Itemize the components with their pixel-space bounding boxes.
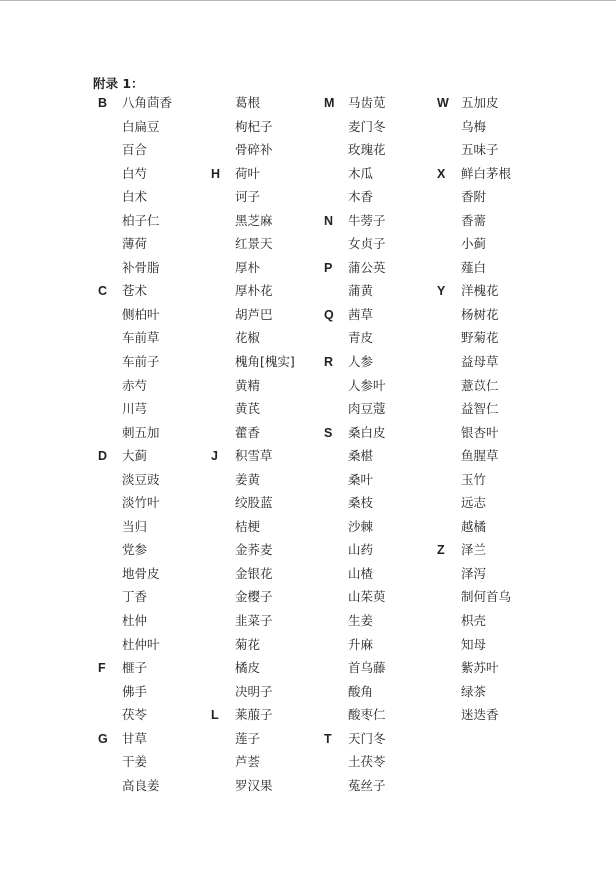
herb-name: 升麻: [348, 636, 374, 652]
herb-name: 金银花: [235, 565, 273, 581]
herb-entry: [324, 637, 437, 661]
herb-entry: [324, 472, 437, 496]
herb-entry: [211, 189, 324, 213]
herb-entry: [324, 495, 437, 519]
herb-entry: [98, 330, 211, 354]
herb-name: 柏子仁: [122, 212, 160, 228]
herb-entry: [437, 260, 550, 284]
index-letter: F: [98, 661, 106, 676]
herb-name: 蒲公英: [348, 259, 386, 275]
herb-name: 绿茶: [461, 683, 487, 699]
herb-entry: [211, 95, 324, 119]
herb-name: 枸杞子: [235, 118, 273, 134]
herb-entry: [324, 236, 437, 260]
index-letter: T: [324, 731, 332, 746]
herb-name: 诃子: [235, 189, 261, 205]
herb-entry: [324, 307, 437, 331]
herb-entry: [98, 307, 211, 331]
herb-name: 韭菜子: [235, 613, 273, 629]
herb-entry: [437, 589, 550, 613]
herb-entry: [98, 637, 211, 661]
herb-name: 沙棘: [348, 518, 374, 534]
herb-entry: [437, 330, 550, 354]
herb-name: 乌梅: [461, 118, 487, 134]
herb-name: 黄芪: [235, 401, 261, 417]
herb-name: 高良姜: [122, 777, 160, 793]
herb-entry: [98, 684, 211, 708]
herb-name: 首乌藤: [348, 660, 386, 676]
herb-entry: [437, 425, 550, 449]
herb-name: 杜仲叶: [122, 636, 160, 652]
herb-name: 红景天: [235, 236, 273, 252]
herb-entry: [211, 589, 324, 613]
index-letter: D: [98, 449, 108, 464]
herb-entry: [98, 613, 211, 637]
index-letter: R: [324, 355, 334, 370]
herb-name: 白扁豆: [122, 118, 160, 134]
index-letter: C: [98, 284, 108, 299]
herb-name: 车前子: [122, 354, 160, 370]
herb-name: 玫瑰花: [348, 142, 386, 158]
herb-entry: [324, 542, 437, 566]
herb-entry: [324, 778, 437, 802]
herb-name: 丁香: [122, 589, 148, 605]
herb-name: 淡竹叶: [122, 495, 160, 511]
herb-name: 五味子: [461, 142, 499, 158]
index-letter: B: [98, 96, 108, 110]
herb-name: 薤白: [461, 259, 487, 275]
herb-entry: [324, 260, 437, 284]
herb-name: 莲子: [235, 730, 261, 746]
herb-entry: [98, 542, 211, 566]
herb-entry: [324, 660, 437, 684]
herb-entry: [98, 283, 211, 307]
herb-entry: [98, 472, 211, 496]
herb-name: 制何首乌: [461, 589, 512, 605]
herb-name: 五加皮: [461, 95, 499, 110]
herb-name: 银杏叶: [461, 424, 499, 440]
herb-entry: [437, 684, 550, 708]
herb-name: 木瓜: [348, 165, 374, 181]
herb-name: 枳壳: [461, 613, 487, 629]
herb-name: 紫苏叶: [461, 660, 499, 676]
herb-name: 鲜白茅根: [461, 165, 512, 181]
herb-entry: [324, 166, 437, 190]
herb-name: 酸角: [348, 683, 374, 699]
herb-name: 鱼腥草: [461, 448, 499, 464]
herb-entry: [98, 495, 211, 519]
herb-entry: [324, 731, 437, 755]
herb-entry: [324, 378, 437, 402]
index-letter: S: [324, 425, 333, 440]
herb-entry: [324, 448, 437, 472]
herb-name: 罗汉果: [235, 777, 273, 793]
herb-name: 刺五加: [122, 424, 160, 440]
herb-name: 菟丝子: [348, 777, 386, 793]
herb-entry: [437, 542, 550, 566]
herb-name: 山茱萸: [348, 589, 386, 605]
herb-name: 榧子: [122, 660, 148, 676]
herb-name: 百合: [122, 142, 148, 158]
index-letter: X: [437, 166, 446, 181]
herb-entry: [437, 142, 550, 166]
herb-name: 玉竹: [461, 471, 487, 487]
herb-name: 淡豆豉: [122, 471, 160, 487]
herb-entry: [437, 472, 550, 496]
herb-name: 马齿苋: [348, 95, 386, 110]
herb-name: 青皮: [348, 330, 374, 346]
herb-name: 大蓟: [122, 448, 148, 464]
index-letter: H: [211, 166, 221, 181]
herb-entry: [324, 754, 437, 778]
herb-entry: [324, 213, 437, 237]
herb-name: 八角茴香: [122, 95, 173, 110]
herb-entry: [98, 354, 211, 378]
herb-name: 茜草: [348, 306, 374, 322]
herb-entry: [437, 401, 550, 425]
herb-entry: [211, 260, 324, 284]
herb-name: 决明子: [235, 683, 273, 699]
herb-entry: [98, 519, 211, 543]
herb-entry: [98, 589, 211, 613]
herb-name: 金樱子: [235, 589, 273, 605]
herb-entry: [98, 754, 211, 778]
herb-name: 麦门冬: [348, 118, 386, 134]
herb-entry: [437, 448, 550, 472]
herb-name: 蒲黄: [348, 283, 374, 299]
herb-entry: [98, 166, 211, 190]
herb-entry: [437, 354, 550, 378]
herb-column-1: [98, 95, 211, 801]
herb-name: 地骨皮: [122, 565, 160, 581]
index-letter: M: [324, 96, 335, 110]
herb-entry: [437, 119, 550, 143]
herb-name: 花椒: [235, 330, 261, 346]
herb-name: 桑白皮: [348, 424, 386, 440]
herb-entry: [324, 425, 437, 449]
herb-entry: [98, 213, 211, 237]
herb-name: 槐角[槐实]: [235, 354, 295, 370]
herb-entry: [98, 660, 211, 684]
herb-name: 香薷: [461, 212, 487, 228]
herb-entry: [211, 401, 324, 425]
herb-name: 补骨脂: [122, 259, 160, 275]
herb-entry: [211, 684, 324, 708]
herb-name: 泽兰: [461, 542, 487, 558]
herb-entry: [211, 519, 324, 543]
herb-entry: [98, 707, 211, 731]
herb-column-4: [437, 95, 550, 731]
herb-name: 野菊花: [461, 330, 499, 346]
appendix-title: 附录 1：: [93, 76, 144, 91]
herb-name: 洋槐花: [461, 283, 499, 299]
herb-name: 人参叶: [348, 377, 386, 393]
herb-entry: [211, 119, 324, 143]
index-letter: N: [324, 213, 334, 228]
herb-name: 厚朴花: [235, 283, 273, 299]
herb-name: 党参: [122, 542, 148, 558]
herb-column-3: [324, 95, 437, 801]
herb-name: 白术: [122, 189, 148, 205]
herb-name: 干姜: [122, 754, 148, 770]
herb-name: 土茯苓: [348, 754, 386, 770]
page-top-border: [0, 0, 616, 1]
herb-entry: [324, 119, 437, 143]
herb-entry: [437, 707, 550, 731]
herb-entry: [437, 189, 550, 213]
herb-name: 益母草: [461, 354, 499, 370]
herb-name: 桑椹: [348, 448, 374, 464]
herb-entry: [211, 307, 324, 331]
herb-name: 橘皮: [235, 660, 261, 676]
herb-name: 肉豆蔻: [348, 401, 386, 417]
herb-entry: [211, 354, 324, 378]
herb-name: 人参: [348, 354, 374, 370]
herb-entry: [211, 472, 324, 496]
herb-entry: [324, 519, 437, 543]
herb-entry: [437, 213, 550, 237]
herb-entry: [324, 566, 437, 590]
herb-entry: [211, 425, 324, 449]
herb-name: 胡芦巴: [235, 306, 273, 322]
herb-entry: [324, 613, 437, 637]
herb-entry: [98, 425, 211, 449]
herb-name: 牛蒡子: [348, 212, 386, 228]
herb-name: 赤芍: [122, 377, 148, 393]
herb-name: 薄荷: [122, 236, 148, 252]
herb-name: 桑叶: [348, 471, 374, 487]
herb-entry: [437, 236, 550, 260]
herb-entry: [211, 142, 324, 166]
herb-entry: [437, 660, 550, 684]
herb-entry: [437, 519, 550, 543]
herb-entry: [98, 378, 211, 402]
herb-name: 白芍: [122, 165, 148, 181]
herb-name: 酸枣仁: [348, 707, 386, 723]
herb-entry: [98, 119, 211, 143]
herb-name: 黄精: [235, 377, 261, 393]
herb-entry: [324, 401, 437, 425]
herb-name: 藿香: [235, 424, 261, 440]
herb-name: 茯苓: [122, 707, 148, 723]
herb-entry: [98, 566, 211, 590]
herb-name: 佛手: [122, 683, 148, 699]
herb-name: 姜黄: [235, 471, 261, 487]
herb-entry: [98, 778, 211, 802]
herb-name: 菊花: [235, 636, 261, 652]
herb-name: 金荞麦: [235, 542, 273, 558]
index-letter: Y: [437, 284, 446, 299]
herb-name: 小蓟: [461, 236, 487, 252]
herb-name: 骨碎补: [235, 142, 273, 158]
index-letter: G: [98, 731, 108, 746]
herb-entry: [98, 731, 211, 755]
herb-entry: [211, 637, 324, 661]
herb-name: 泽泻: [461, 565, 487, 581]
herb-entry: [437, 495, 550, 519]
herb-name: 芦荟: [235, 754, 261, 770]
herb-entry: [98, 260, 211, 284]
herb-entry: [324, 95, 437, 119]
index-letter: W: [437, 96, 449, 110]
herb-entry: [211, 660, 324, 684]
herb-entry: [324, 707, 437, 731]
herb-entry: [211, 495, 324, 519]
herb-name: 杜仲: [122, 613, 148, 629]
herb-entry: [211, 236, 324, 260]
herb-entry: [98, 236, 211, 260]
herb-entry: [437, 307, 550, 331]
herb-entry: [211, 448, 324, 472]
herb-name: 山楂: [348, 565, 374, 581]
herb-name: 厚朴: [235, 259, 261, 275]
index-letter: Z: [437, 543, 445, 558]
herb-entry: [98, 401, 211, 425]
herb-entry: [211, 330, 324, 354]
herb-entry: [98, 448, 211, 472]
herb-entry: [437, 95, 550, 119]
herb-entry: [324, 684, 437, 708]
herb-entry: [211, 613, 324, 637]
herb-entry: [437, 637, 550, 661]
herb-name: 远志: [461, 495, 487, 511]
herb-entry: [437, 566, 550, 590]
herb-name: 越橘: [461, 518, 487, 534]
index-letter: L: [211, 708, 219, 723]
herb-entry: [324, 189, 437, 213]
herb-name: 天门冬: [348, 730, 386, 746]
index-letter: P: [324, 260, 333, 275]
herb-entry: [324, 589, 437, 613]
herb-entry: [211, 283, 324, 307]
herb-name: 杨树花: [461, 306, 499, 322]
herb-name: 薏苡仁: [461, 377, 499, 393]
herb-entry: [324, 354, 437, 378]
herb-entry: [98, 95, 211, 119]
herb-name: 桑枝: [348, 495, 374, 511]
herb-name: 苍术: [122, 283, 148, 299]
herb-name: 香附: [461, 189, 487, 205]
herb-name: 益智仁: [461, 401, 499, 417]
index-letter: Q: [324, 307, 334, 322]
herb-name: 侧柏叶: [122, 306, 160, 322]
herb-entry: [211, 378, 324, 402]
herb-entry: [211, 731, 324, 755]
herb-name: 黑芝麻: [235, 212, 273, 228]
index-letter: J: [211, 449, 218, 464]
herb-entry: [98, 142, 211, 166]
herb-entry: [324, 142, 437, 166]
herb-entry: [324, 330, 437, 354]
herb-entry: [211, 213, 324, 237]
herb-name: 当归: [122, 518, 148, 534]
herb-entry: [324, 283, 437, 307]
herb-entry: [437, 283, 550, 307]
herb-name: 山药: [348, 542, 374, 558]
herb-entry: [437, 166, 550, 190]
herb-name: 迷迭香: [461, 707, 499, 723]
herb-name: 积雪草: [235, 448, 273, 464]
herb-name: 女贞子: [348, 236, 386, 252]
herb-name: 甘草: [122, 730, 148, 746]
herb-entry: [211, 778, 324, 802]
herb-name: 荷叶: [235, 165, 261, 181]
herb-name: 车前草: [122, 330, 160, 346]
herb-name: 川芎: [122, 401, 148, 417]
herb-entry: [211, 754, 324, 778]
herb-name: 莱菔子: [235, 707, 273, 723]
herb-entry: [211, 166, 324, 190]
herb-name: 葛根: [235, 95, 261, 110]
herb-entry: [211, 542, 324, 566]
herb-entry: [437, 378, 550, 402]
herb-name: 桔梗: [235, 518, 261, 534]
herb-entry: [211, 566, 324, 590]
herb-name: 绞股蓝: [235, 495, 273, 511]
herb-entry: [98, 189, 211, 213]
herb-entry: [437, 613, 550, 637]
herb-name: 生姜: [348, 613, 374, 629]
herb-entry: [211, 707, 324, 731]
herb-name: 木香: [348, 189, 374, 205]
herb-name: 知母: [461, 636, 487, 652]
herb-column-2: [211, 95, 324, 801]
